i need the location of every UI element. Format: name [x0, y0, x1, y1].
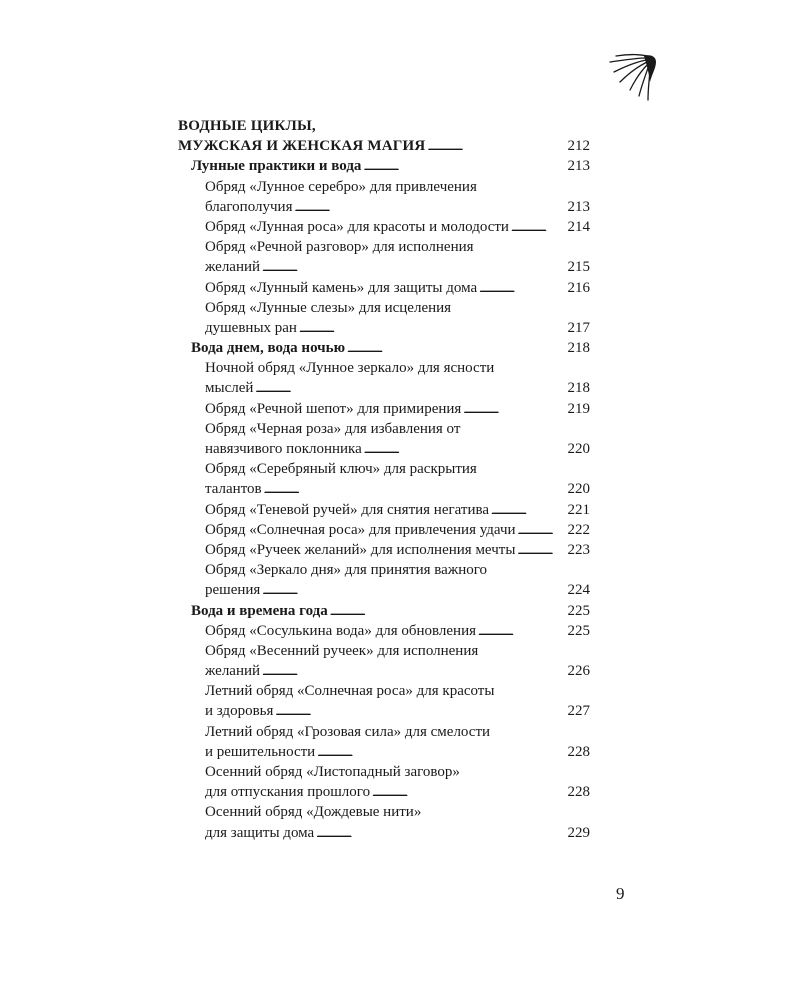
- section-entry[interactable]: [178, 338, 590, 358]
- entry-text-line[interactable]: Обряд «Лунные слезы» для исцеления: [205, 299, 452, 316]
- toc-entry[interactable]: [178, 378, 590, 398]
- entry-page: 220: [567, 481, 590, 498]
- toc-entry[interactable]: [178, 540, 590, 560]
- entry-text: навязчивого поклонника: [205, 441, 362, 457]
- dot-leader: [463, 399, 565, 420]
- toc-entry[interactable]: [178, 278, 590, 298]
- entry-text: мыслей: [205, 380, 254, 397]
- entry-page: 216: [567, 279, 590, 296]
- dot-leader: [517, 540, 565, 561]
- toc-entry[interactable]: [178, 580, 590, 600]
- entry-text-line[interactable]: Обряд «Лунное серебро» для привлечения: [205, 178, 477, 195]
- section-page: 213: [567, 158, 590, 175]
- entry-text: для отпускания прошлого: [205, 784, 371, 801]
- section-title: Вода днем, вода ночью: [191, 340, 346, 357]
- entry-text: Обряд «Лунный камень» для защиты дома: [205, 279, 478, 296]
- dot-leader: [479, 278, 565, 299]
- entry-page: 215: [567, 259, 590, 276]
- entry-text: и здоровья: [205, 703, 274, 720]
- dot-leader: [262, 257, 565, 278]
- dot-leader: [264, 479, 566, 500]
- dot-leader: [491, 500, 565, 521]
- entry-page: 228: [567, 743, 590, 760]
- entry-text: благополучия: [205, 198, 293, 215]
- entry-page: 229: [567, 824, 590, 841]
- section-title: Лунные практики и вода: [191, 158, 362, 175]
- chapter-page: 212: [567, 138, 590, 155]
- entry-text-line[interactable]: Обряд «Весенний ручеек» для исполнения: [205, 642, 479, 659]
- entry-text: Обряд «Теневой ручей» для снятия негатива: [205, 501, 490, 518]
- section-title: Вода и времена года: [191, 602, 328, 619]
- entry-text-line[interactable]: Обряд «Серебряный ключ» для раскрытия: [205, 461, 477, 478]
- entry-page: 214: [567, 218, 590, 235]
- entry-page: 226: [567, 663, 590, 680]
- dot-leader: [427, 136, 565, 157]
- entry-text-line[interactable]: Осенний обряд «Дождевые нити»: [205, 804, 422, 821]
- dot-leader: [372, 782, 565, 803]
- entry-text-line[interactable]: Обряд «Речной разговор» для исполнения: [205, 239, 474, 256]
- dot-leader: [299, 318, 566, 339]
- toc-entry[interactable]: [178, 621, 590, 641]
- dot-leader: [478, 621, 566, 642]
- section-page: 218: [567, 340, 590, 357]
- dot-leader: [364, 439, 566, 460]
- entry-text: талантов: [205, 481, 262, 498]
- toc-entry[interactable]: [178, 701, 590, 721]
- entry-text: желаний: [205, 663, 261, 680]
- entry-page: 228: [567, 784, 590, 801]
- entry-text-line[interactable]: Летний обряд «Грозовая сила» для смелости: [205, 723, 491, 740]
- entry-text-line[interactable]: Обряд «Черная роза» для избавления от: [205, 420, 461, 437]
- entry-text: желаний: [205, 259, 261, 276]
- toc-entry[interactable]: [178, 520, 590, 540]
- toc-entry[interactable]: [178, 399, 590, 419]
- dot-leader: [330, 601, 566, 622]
- entry-text-line[interactable]: Летний обряд «Солнечная роса» для красоты: [205, 683, 495, 700]
- feather-fringe-icon: [606, 52, 662, 104]
- entry-text-line[interactable]: Ночной обряд «Лунное зеркало» для ясности: [205, 360, 495, 377]
- entry-text-line[interactable]: Осенний обряд «Листопадный заговор»: [205, 764, 460, 780]
- table-of-contents: [178, 116, 590, 843]
- toc-entry[interactable]: [178, 479, 590, 499]
- entry-text-line[interactable]: Обряд «Зеркало дня» для принятия важного: [205, 562, 488, 579]
- dot-leader: [518, 520, 566, 541]
- toc-entry[interactable]: [178, 782, 590, 802]
- toc-entry[interactable]: [178, 439, 590, 459]
- toc-entry[interactable]: [178, 823, 590, 843]
- toc-entry[interactable]: [178, 661, 590, 681]
- entry-text: и решительности: [205, 743, 316, 760]
- entry-page: 218: [567, 380, 590, 397]
- toc-entry[interactable]: [178, 197, 590, 217]
- dot-leader: [262, 661, 565, 682]
- dot-leader: [316, 823, 565, 844]
- dot-leader: [363, 156, 565, 177]
- entry-page: 224: [567, 582, 590, 599]
- entry-page: 222: [567, 521, 590, 538]
- section-entry[interactable]: [178, 601, 590, 621]
- chapter-title-line2: МУЖСКАЯ И ЖЕНСКАЯ МАГИЯ: [178, 138, 426, 155]
- entry-text: Обряд «Лунная роса» для красоты и молодости: [205, 218, 509, 235]
- chapter-entry[interactable]: [178, 136, 590, 156]
- entry-page: 213: [567, 198, 590, 215]
- dot-leader: [262, 580, 565, 601]
- dot-leader: [255, 378, 565, 399]
- entry-page: 220: [567, 441, 590, 457]
- entry-text: душевных ран: [205, 319, 297, 336]
- toc-sections: [178, 156, 590, 842]
- entry-text: решения: [205, 582, 261, 599]
- toc-entry[interactable]: [178, 742, 590, 762]
- entry-page: 219: [567, 400, 590, 417]
- entry-page: 225: [567, 622, 590, 639]
- entry-page: 221: [567, 501, 590, 518]
- dot-leader: [275, 701, 565, 722]
- entry-page: 223: [567, 541, 590, 558]
- entry-page: 227: [567, 703, 590, 720]
- section-page: 225: [567, 602, 590, 619]
- page-number: 9: [616, 884, 625, 903]
- entry-text: Обряд «Ручеек желаний» для исполнения мечты: [205, 541, 516, 558]
- dot-leader: [317, 742, 565, 763]
- chapter-title: ВОДНЫЕ ЦИКЛЫ,: [178, 118, 316, 134]
- entry-text: Обряд «Сосулькина вода» для обновления: [205, 622, 476, 639]
- dot-leader: [511, 217, 566, 238]
- entry-text: для защиты дома: [205, 824, 315, 841]
- toc-entry[interactable]: [178, 257, 590, 277]
- dot-leader: [294, 197, 565, 218]
- section-entry[interactable]: [178, 156, 590, 176]
- toc-entry[interactable]: [178, 500, 590, 520]
- entry-page: 217: [567, 319, 590, 336]
- toc-entry[interactable]: [178, 217, 590, 237]
- toc-entry[interactable]: [178, 318, 590, 338]
- entry-text: Обряд «Солнечная роса» для привлечения удачи: [205, 521, 516, 538]
- dot-leader: [347, 338, 565, 359]
- entry-text: Обряд «Речной шепот» для примирения: [205, 400, 462, 417]
